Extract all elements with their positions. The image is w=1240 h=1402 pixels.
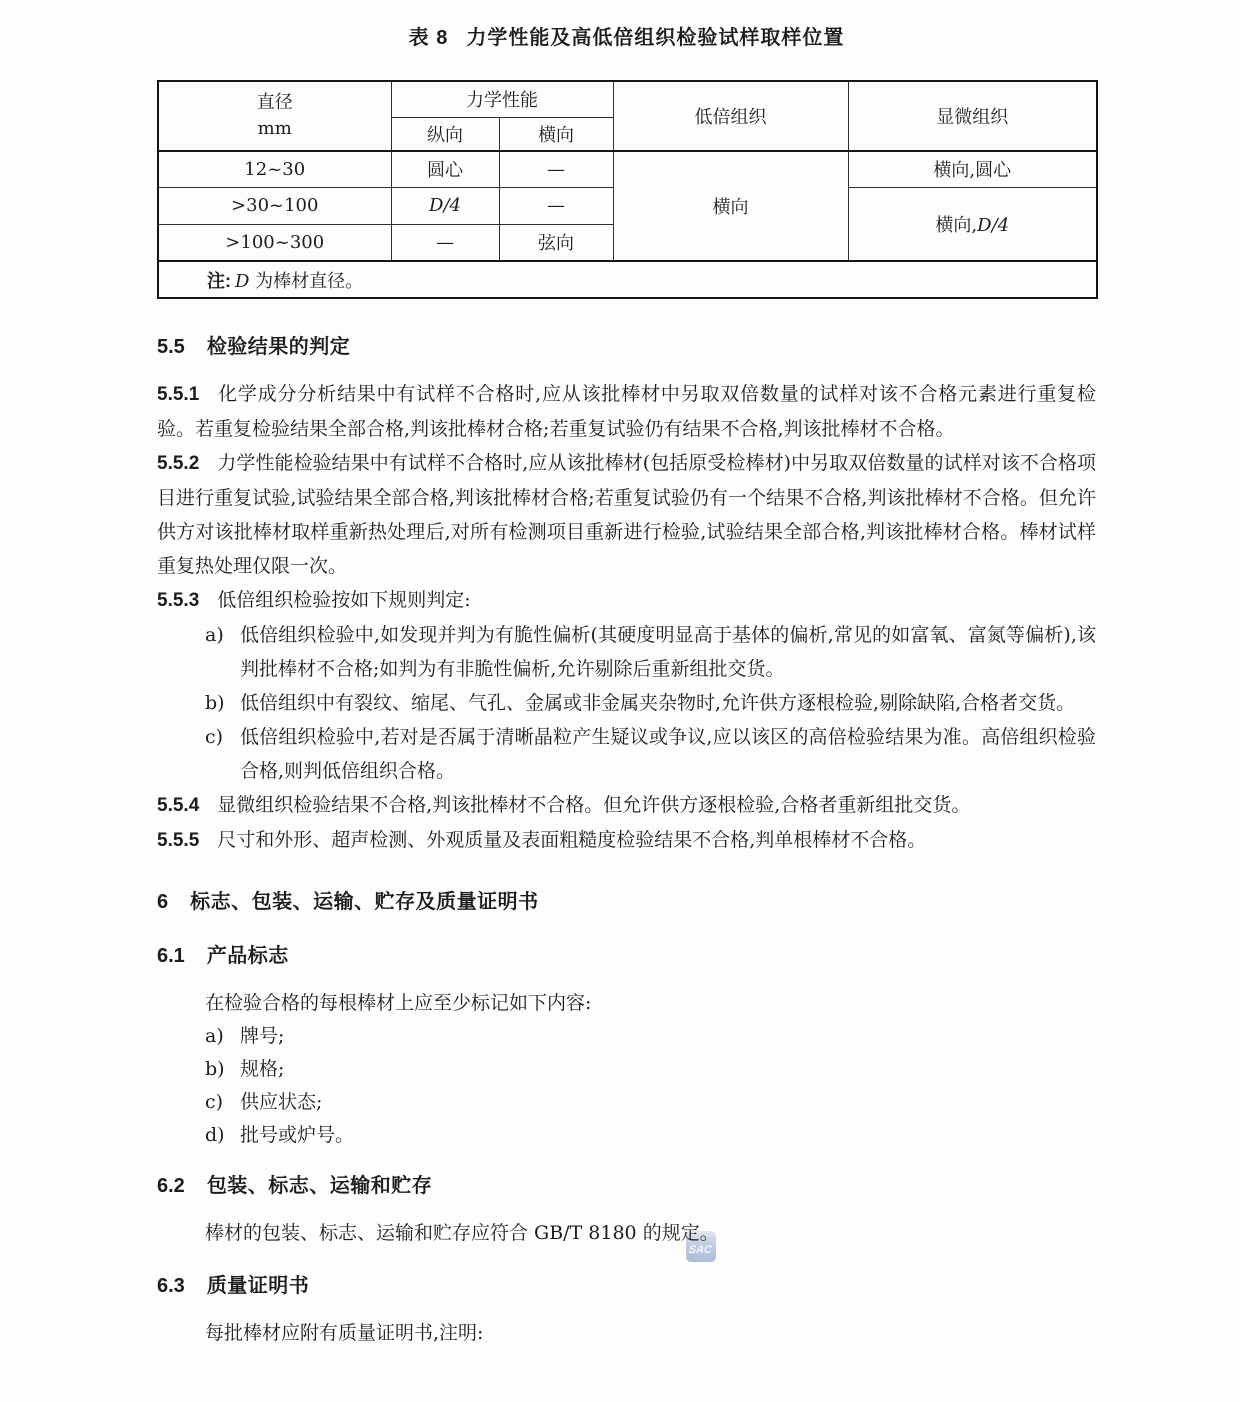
header-diameter-line2: mm xyxy=(257,118,292,139)
clause-5-5-1 xyxy=(157,377,1096,446)
clause-5-5-5 xyxy=(157,823,1096,858)
heading-6-number: 6 xyxy=(157,891,169,913)
mark-item-d-label: d) xyxy=(205,1124,225,1146)
table-header-row-1 xyxy=(158,81,1097,117)
table-title xyxy=(157,26,1096,50)
heading-6-2 xyxy=(157,1172,1096,1200)
clause-6-3-text: 每批棒材应附有质量证明书,注明: xyxy=(205,1322,484,1344)
clause-5-5-3-text: 低倍组织检验按如下规则判定: xyxy=(217,589,471,611)
list-item-c-text: 低倍组织检验中,若对是否属于清晰晶粒产生疑议或争议,应以该区的高倍检验结果为准。高倍组织检验合格,则判低倍组织合格。 xyxy=(240,726,1096,782)
table-note xyxy=(158,261,1097,298)
table-note-row xyxy=(158,261,1097,298)
heading-6-3-number: 6.3 xyxy=(157,1275,185,1297)
cell-diameter-2: >30~100 xyxy=(158,187,391,224)
cell-transverse-3: 弦向 xyxy=(499,224,613,261)
header-microstructure: 显微组织 xyxy=(848,81,1097,151)
table-title-text: 力学性能及高低倍组织检验试样取样位置 xyxy=(466,27,845,49)
cell-diameter-3: >100~300 xyxy=(158,224,391,261)
heading-6-2-number: 6.2 xyxy=(157,1175,185,1197)
clause-5-5-1-number: 5.5.1 xyxy=(157,384,200,405)
mark-item-b-text: 规格; xyxy=(240,1058,285,1080)
cell-transverse-1: — xyxy=(499,151,613,187)
clause-5-5-3 xyxy=(157,583,1096,618)
clause-5-5-2-number: 5.5.2 xyxy=(157,453,200,474)
clause-6-1-intro: 在检验合格的每根棒材上应至少标记如下内容: xyxy=(205,992,592,1014)
clause-5-5-5-number: 5.5.5 xyxy=(157,830,200,851)
header-diameter xyxy=(158,81,391,151)
cell-micro-prefix: 横向, xyxy=(935,214,978,236)
mark-item-c xyxy=(157,1086,1096,1119)
heading-6-title: 标志、包装、运输、贮存及质量证明书 xyxy=(190,891,539,913)
header-transverse: 横向 xyxy=(499,117,613,151)
cell-micro-1: 横向,圆心 xyxy=(848,151,1097,187)
table-row xyxy=(158,151,1097,187)
note-variable: D xyxy=(235,270,250,292)
header-macrostructure: 低倍组织 xyxy=(613,81,848,151)
mark-item-c-label: c) xyxy=(205,1091,224,1113)
cell-transverse-2: — xyxy=(499,187,613,224)
list-item-a xyxy=(157,618,1096,686)
clause-5-5-3-number: 5.5.3 xyxy=(157,590,200,611)
mark-item-c-text: 供应状态; xyxy=(240,1091,323,1113)
note-label: 注: xyxy=(207,270,231,291)
list-item-c-label: c) xyxy=(205,726,224,748)
sampling-position-table xyxy=(157,80,1098,299)
list-item-b-text: 低倍组织中有裂纹、缩尾、气孔、金属或非金属夹杂物时,允许供方逐根检验,剔除缺陷,合格者交货。 xyxy=(240,692,1076,714)
clause-5-5-1-text: 化学成分分析结果中有试样不合格时,应从该批棒材中另取双倍数量的试样对该不合格元素进行重复检验。若重复检验结果全部合格,判该批棒材合格;若重复试验仍有结果不合格,判该批棒材不合格。 xyxy=(157,383,1096,440)
heading-6-2-title: 包装、标志、运输和贮存 xyxy=(206,1175,433,1197)
list-item-a-text: 低倍组织检验中,如发现并判为有脆性偏析(其硬度明显高于基体的偏析,常见的如富氧、富氮等偏析),该判批棒材不合格;如判为有非脆性偏析,允许剔除后重新组批交货。 xyxy=(240,624,1096,680)
cell-macro-merged: 横向 xyxy=(613,151,848,261)
note-text: 为棒材直径。 xyxy=(249,270,364,292)
heading-6-3-title: 质量证明书 xyxy=(206,1275,310,1297)
heading-6 xyxy=(157,888,1096,916)
sac-watermark-text: SAC xyxy=(688,1243,713,1256)
clause-5-5-4-text: 显微组织检验结果不合格,判该批棒材不合格。但允许供方逐根检验,合格者重新组批交货。 xyxy=(217,794,971,816)
list-item-b xyxy=(157,686,1096,720)
heading-5-5 xyxy=(157,333,1096,361)
cell-longitudinal-3: — xyxy=(391,224,499,261)
clause-6-2-text: 棒材的包装、标志、运输和贮存应符合 GB/T 8180 的规定。 xyxy=(205,1222,719,1244)
heading-6-3 xyxy=(157,1272,1096,1300)
mark-item-d-text: 批号或炉号。 xyxy=(240,1124,355,1146)
cell-diameter-1: 12~30 xyxy=(158,151,391,187)
header-mechanical: 力学性能 xyxy=(391,81,613,117)
cell-micro-merged xyxy=(848,187,1097,261)
header-diameter-line1: 直径 xyxy=(256,92,293,113)
heading-6-1-number: 6.1 xyxy=(157,945,185,967)
clause-5-5-2 xyxy=(157,446,1096,583)
clause-5-5-2-text: 力学性能检验结果中有试样不合格时,应从该批棒材(包括原受检棒材)中另取双倍数量的试样对该不合格项目进行重复试验,试验结果全部合格,判该批棒材合格;若重复试验仍有一个结果不合格,判该批棒材不合格。但允许供方对该批棒材取样重新热处理后,对所有检测项目重新进行检验,试验结果全部合格,判该批棒材合格。棒材试样重复热处理仅限一次。 xyxy=(157,452,1096,577)
table-number: 表 8 xyxy=(408,27,449,49)
clause-5-5-4-number: 5.5.4 xyxy=(157,795,200,816)
cell-micro-math: D/4 xyxy=(977,214,1010,236)
heading-6-1-title: 产品标志 xyxy=(206,945,289,967)
cell-longitudinal-2: D/4 xyxy=(391,187,499,224)
list-item-b-label: b) xyxy=(205,692,225,714)
marking-list xyxy=(157,1020,1096,1152)
mark-item-b xyxy=(157,1053,1096,1086)
heading-5-5-title: 检验结果的判定 xyxy=(206,336,351,358)
list-item-a-label: a) xyxy=(205,624,224,646)
list-item-c xyxy=(157,720,1096,788)
heading-6-1 xyxy=(157,942,1096,970)
clause-5-5-5-text: 尺寸和外形、超声检测、外观质量及表面粗糙度检验结果不合格,判单根棒材不合格。 xyxy=(217,829,927,851)
mark-item-a xyxy=(157,1020,1096,1053)
mark-item-d xyxy=(157,1119,1096,1152)
mark-item-a-label: a) xyxy=(205,1025,224,1047)
document-body xyxy=(157,26,1096,1350)
clause-5-5-4 xyxy=(157,788,1096,823)
mark-item-a-text: 牌号; xyxy=(240,1025,285,1047)
cell-longitudinal-1: 圆心 xyxy=(391,151,499,187)
mark-item-b-label: b) xyxy=(205,1058,225,1080)
heading-5-5-number: 5.5 xyxy=(157,336,185,358)
header-longitudinal: 纵向 xyxy=(391,117,499,151)
